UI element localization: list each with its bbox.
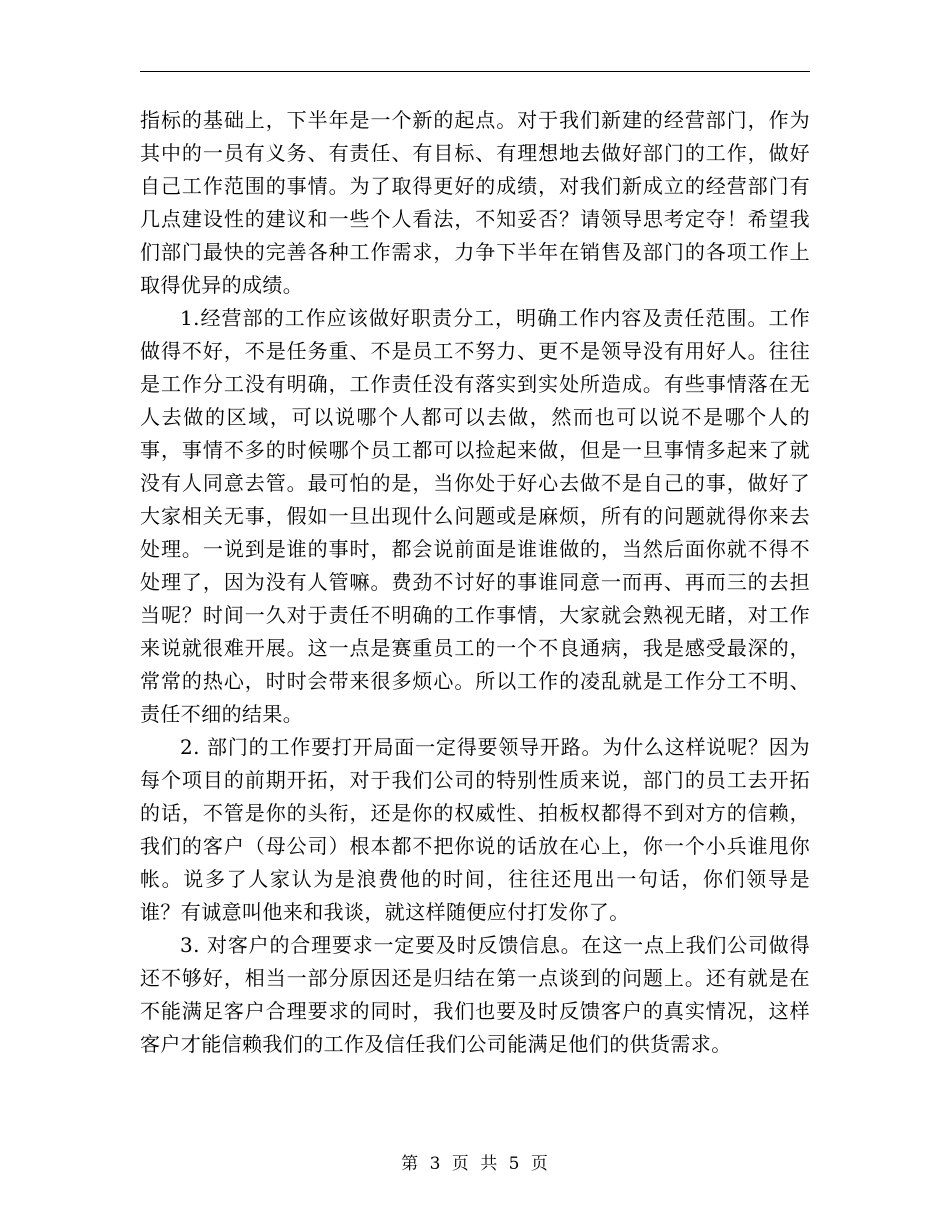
paragraph-point-1: 1.经营部的工作应该做好职责分工，明确工作内容及责任范围。工作做得不好，不是任务重、不是员工不努力、更不是领导没有用好人。往往是工作分工没有明确，工作责任没有落实到实处所造成。有些事情落在无人去做的区域，可以说哪个人都可以去做，然而也可以说不是哪个人的事，事情不多的时候哪个员工都可以捡起来做，但是一旦事情多起来了就没有人同意去管。最可怕的是，当你处于好心去做不是自己的事，做好了大家相关无事，假如一旦出现什么问题或是麻烦，所有的问题就得你来去处理。一说到是谁的事时，都会说前面是谁谁做的，当然后面你就不得不处理了，因为没有人管嘛。费劲不讨好的事谁同意一而再、再而三的去担当呢？时间一久对于责任不明确的工作事情，大家就会熟视无睹，对工作来说就很难开展。这一点是赛重员工的一个不良通病，我是感受最深的，常常的热心，时时会带来很多烦心。所以工作的凌乱就是工作分工不明、责任不细的结果。 xyxy=(140,306,810,726)
paragraph-point-2: 2. 部门的工作要打开局面一定得要领导开路。为什么这样说呢？因为每个项目的前期开拓，对于我们公司的特别性质来说，部门的员工去开拓的话，不管是你的头衔，还是你的权威性、拍板权都得不到对方的信赖，我们的客户（母公司）根本都不把你说的话放在心上，你一个小兵谁甩你帐。说多了人家认为是浪费他的时间，往往还甩出一句话，你们领导是谁？有诚意叫他来和我谈，就这样随便应付打发你了。 xyxy=(140,735,810,924)
header-rule xyxy=(140,71,810,72)
paragraph-point-3: 3. 对客户的合理要求一定要及时反馈信息。在这一点上我们公司做得还不够好，相当一部分原因还是归结在第一点谈到的问题上。还有就是在不能满足客户合理要求的同时，我们也要及时反馈客户的真实情况，这样客户才能信赖我们的工作及信任我们公司能满足他们的供货需求。 xyxy=(140,933,810,1056)
paragraph-continuation: 指标的基础上，下半年是一个新的起点。对于我们新建的经营部门，作为其中的一员有义务、有责任、有目标、有理想地去做好部门的工作，做好自己工作范围的事情。为了取得更好的成绩，对我们新成立的经营部门有几点建设性的建议和一些个人看法，不知妥否？请领导思考定夺！希望我们部门最快的完善各种工作需求，力争下半年在销售及部门的各项工作上取得优异的成绩。 xyxy=(140,108,810,297)
page-number-footer: 第 3 页 共 5 页 xyxy=(401,1154,549,1174)
document-body xyxy=(140,104,810,1061)
